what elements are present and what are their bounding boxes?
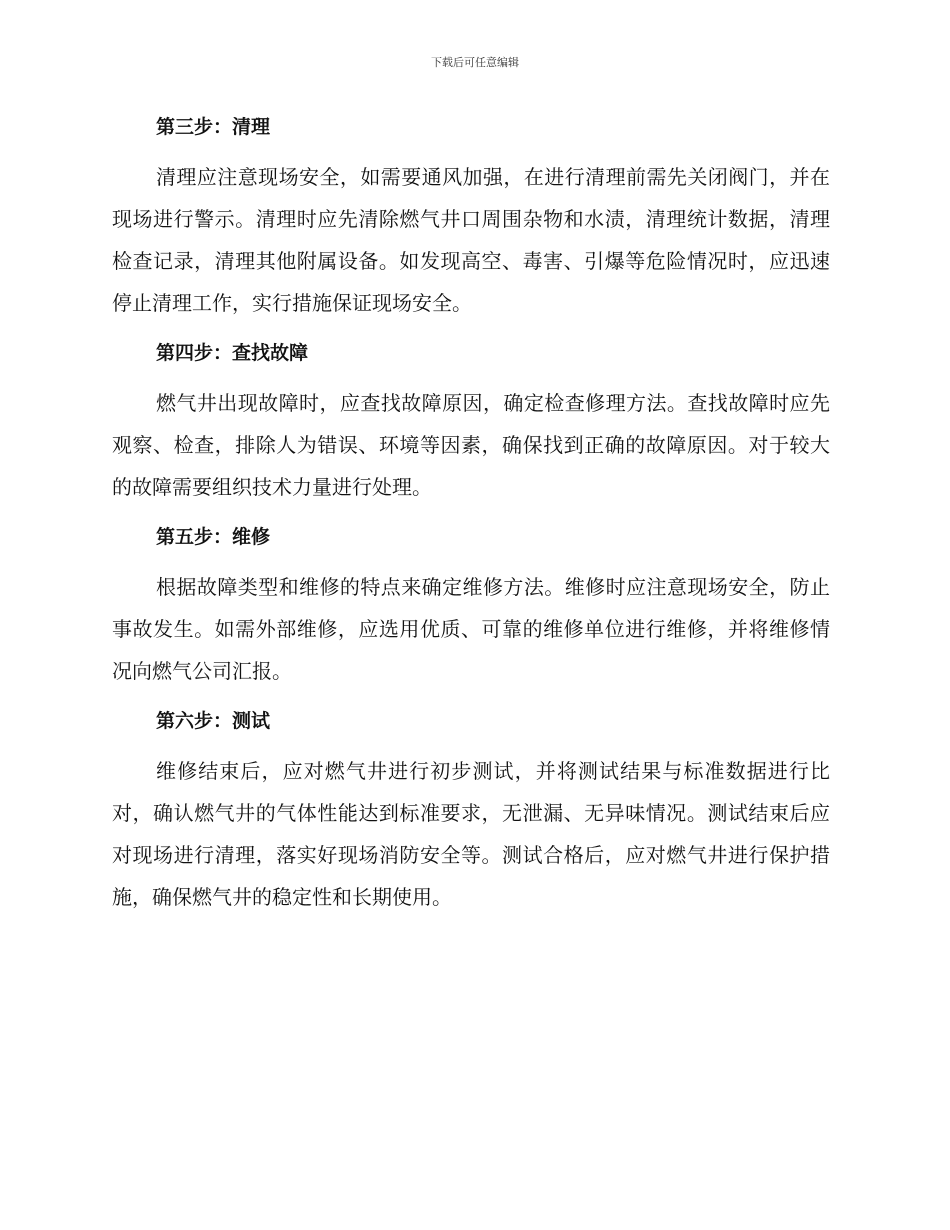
section-test <box>112 702 830 918</box>
page-header: 下载后可任意编辑 <box>431 56 519 69</box>
section-paragraph: 维修结束后，应对燃气井进行初步测试，并将测试结果与标准数据进行比对，确认燃气井的气体性能达到标准要求，无泄漏、无异味情况。测试结束后应对现场进行清理，落实好现场消防安全等。测试合格后，应对燃气井进行保护措施，确保燃气井的稳定性和长期使用。 <box>112 759 830 909</box>
document-content <box>112 108 830 928</box>
section-heading: 第三步：清理 <box>156 116 271 138</box>
section-find-fault <box>112 334 830 508</box>
section-paragraph: 根据故障类型和维修的特点来确定维修方法。维修时应注意现场安全，防止事故发生。如需外部维修，应选用优质、可靠的维修单位进行维修，并将维修情况向燃气公司汇报。 <box>112 575 830 683</box>
section-heading: 第六步：测试 <box>156 710 271 732</box>
section-repair <box>112 518 830 692</box>
section-heading: 第五步：维修 <box>156 526 271 548</box>
section-clean <box>112 108 830 324</box>
section-heading: 第四步：查找故障 <box>156 342 309 364</box>
section-paragraph: 燃气井出现故障时，应查找故障原因，确定检查修理方法。查找故障时应先观察、检查，排除人为错误、环境等因素，确保找到正确的故障原因。对于较大的故障需要组织技术力量进行处理。 <box>112 391 830 499</box>
section-paragraph: 清理应注意现场安全，如需要通风加强，在进行清理前需先关闭阀门，并在现场进行警示。清理时应先清除燃气井口周围杂物和水渍，清理统计数据，清理检查记录，清理其他附属设备。如发现高空、毒害、引爆等危险情况时，应迅速停止清理工作，实行措施保证现场安全。 <box>112 165 830 315</box>
